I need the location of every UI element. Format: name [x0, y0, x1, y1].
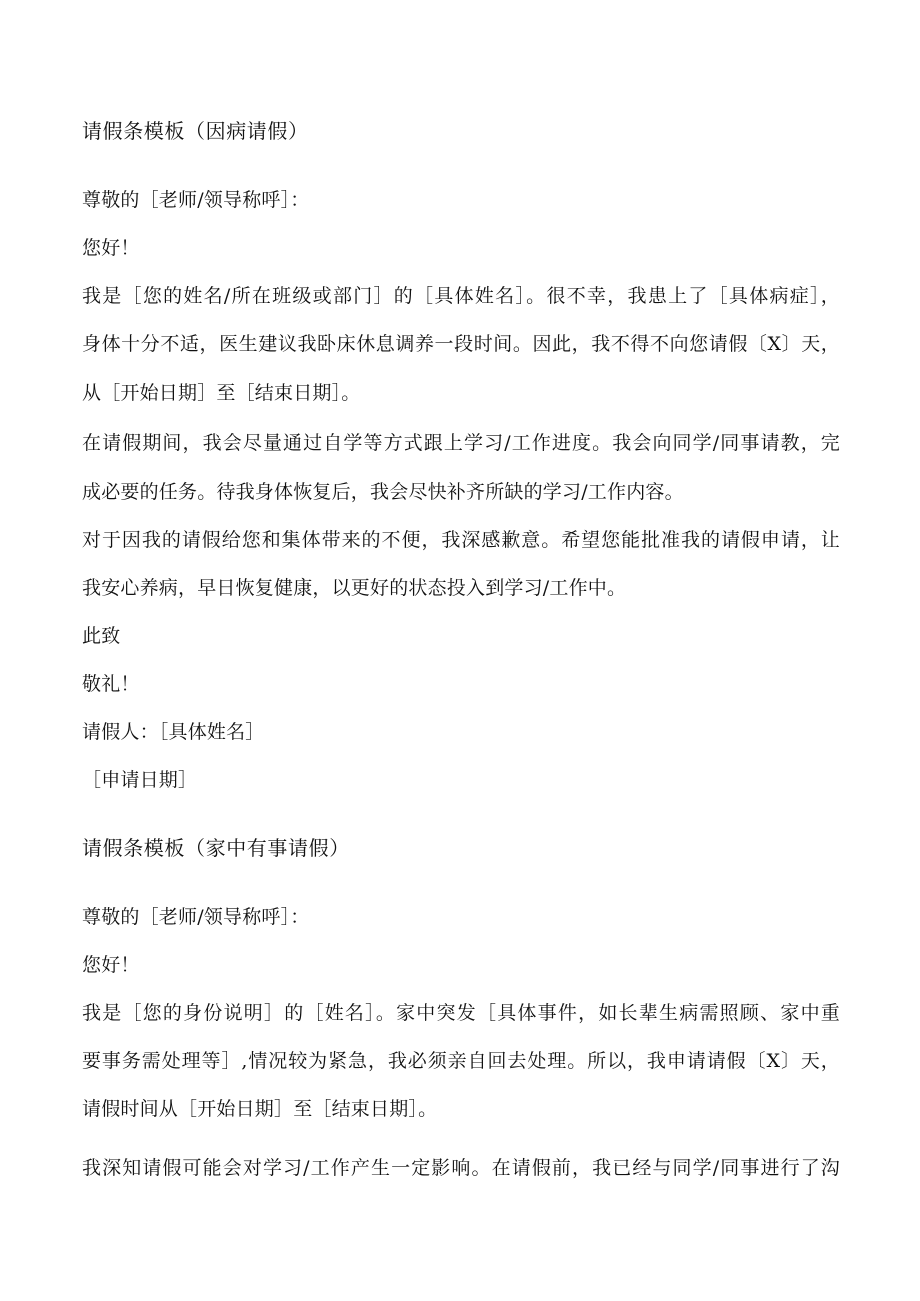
section2-title: 请假条模板（家中有事请假）: [82, 836, 350, 860]
section2-p1-line1: 我是［您的身份说明］的［姓名］。家中突发［具体事件，如长辈生病需照顾、家中重: [82, 1002, 840, 1024]
section1-p1-line1: 我是［您的姓名/所在班级或部门］的［具体姓名］。很不幸，我患上了［具体病症］，: [82, 285, 840, 307]
section1-signature: 请假人：［具体姓名］: [82, 721, 265, 743]
section1-salutation: 尊敬的［老师/领导称呼］：: [82, 189, 310, 211]
section2-p2-line1: 我深知请假可能会对学习/工作产生一定影响。在请假前，我已经与同学/同事进行了沟: [82, 1157, 840, 1179]
section1-closing-2: 敬礼！: [82, 673, 140, 695]
section2-greeting: 您好！: [82, 954, 140, 976]
section1-p2-line1: 在请假期间，我会尽量通过自学等方式跟上学习/工作进度。我会向同学/同事请教，完: [82, 432, 840, 454]
section1-date: ［申请日期］: [82, 769, 198, 791]
section1-p1-line3: 从［开始日期］至［结束日期］。: [82, 382, 361, 404]
section1-greeting: 您好！: [82, 237, 140, 259]
section2-p1-line2: 要事务需处理等］,情况较为紧急，我必须亲自回去处理。所以，我申请请假〔X〕天，: [82, 1050, 840, 1072]
section2-salutation: 尊敬的［老师/领导称呼］：: [82, 906, 310, 928]
section1-p3-line2: 我安心养病，早日恢复健康，以更好的状态投入到学习/工作中。: [82, 577, 627, 599]
section1-p2-line2: 成必要的任务。待我身体恢复后，我会尽快补齐所缺的学习/工作内容。: [82, 481, 684, 503]
section1-p3-line1: 对于因我的请假给您和集体带来的不便，我深感歉意。希望您能批准我的请假申请，让: [82, 529, 840, 551]
section2-p1-line3: 请假时间从［开始日期］至［结束日期］。: [82, 1098, 438, 1120]
section1-closing-1: 此致: [82, 625, 121, 647]
section1-title: 请假条模板（因病请假）: [82, 119, 309, 143]
section1-p1-line2: 身体十分不适，医生建议我卧床休息调养一段时间。因此，我不得不向您请假〔X〕天，: [82, 333, 840, 355]
